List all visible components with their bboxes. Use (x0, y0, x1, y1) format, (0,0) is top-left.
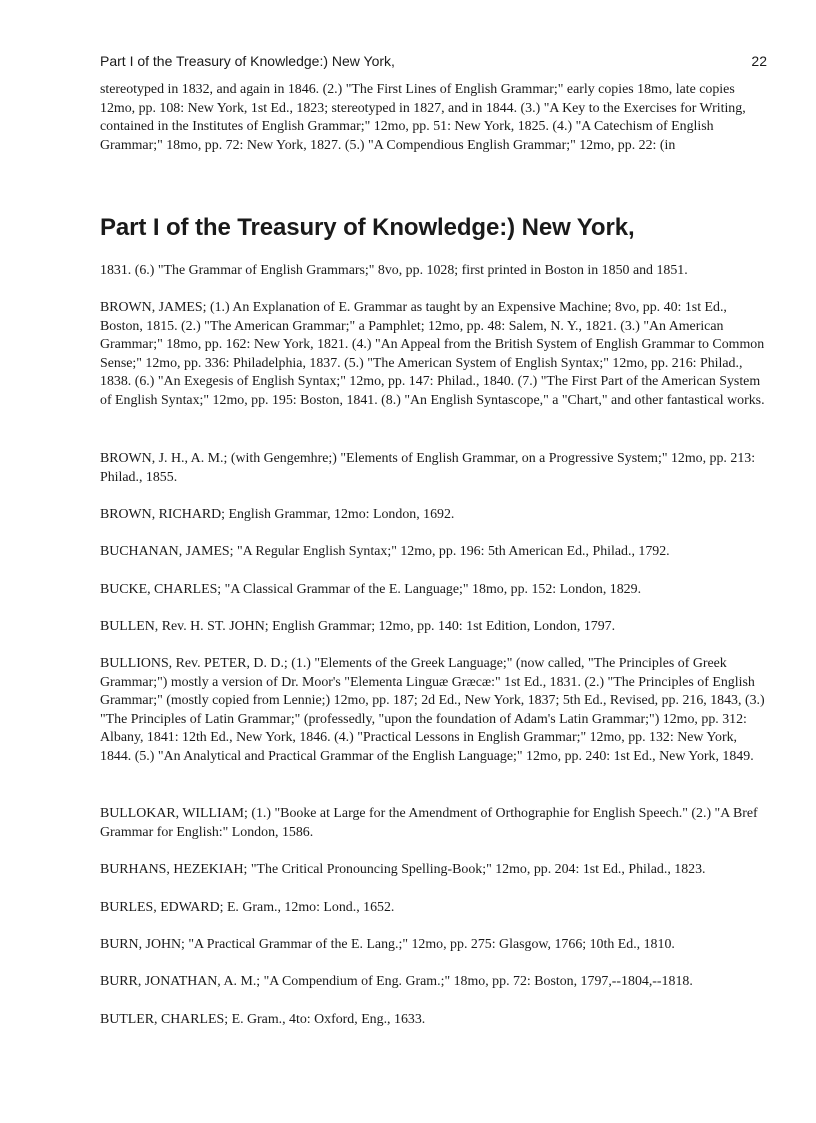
page-number: 22 (751, 53, 767, 69)
entry-continuation: 1831. (6.) "The Grammar of English Grammars;" 8vo, pp. 1028; first printed in Boston in 1850 and 1851. (100, 263, 688, 278)
entry-bullokar: BULLOKAR, WILLIAM; (1.) "Booke at Large for the Amendment of Orthographie for English Speech." (2.) "A Bref Grammar for English:" London, 1586. (100, 806, 758, 840)
entry-bucke-charles: BUCKE, CHARLES; "A Classical Grammar of the E. Language;" 18mo, pp. 152: London, 1829. (100, 582, 642, 597)
header-title: Part I of the Treasury of Knowledge:) New York, (100, 53, 395, 69)
entry-butler-charles: BUTLER, CHARLES; E. Gram., 4to: Oxford, Eng., 1633. (100, 1012, 426, 1027)
entry-bullen: BULLEN, Rev. H. ST. JOHN; English Grammar; 12mo, pp. 140: 1st Edition, London, 1797. (100, 619, 616, 634)
running-header (100, 52, 767, 70)
entry-brown-james: BROWN, JAMES; (1.) An Explanation of E. Grammar as taught by an Expensive Machine; 8vo, pp. 40: 1st Ed., Boston, 1815. (2.) "The American Grammar;" a Pamphlet; 12mo, pp. 48: Salem, N. Y., 1821. (3.) "An American Grammar;" 18mo, pp. 162: New York, 1821. (4.) "An Appeal from the British System of English Grammar to Common Sense;" 12mo, pp. 336: Philadelphia, 1837. (5.) "The American System of English Syntax;" 12mo, pp. 216: Philad., 1838. (6.) "An Exegesis of English Syntax;" 12mo, pp. 147: Philad., 1840. (7.) "The First Part of the American System of English Syntax;" 12mo, pp. 195: Boston, 1841. (8.) "An English Syntascope," a "Chart," and other fantastical works. (100, 300, 765, 408)
entry-brown-jh: BROWN, J. H., A. M.; (with Gengemhre;) "Elements of English Grammar, on a Progressive System;" 12mo, pp. 213: Philad., 1855. (100, 451, 756, 485)
entry-burles: BURLES, EDWARD; E. Gram., 12mo: Lond., 1652. (100, 900, 395, 915)
entry-burhans: BURHANS, HEZEKIAH; "The Critical Pronouncing Spelling-Book;" 12mo, pp. 204: 1st Ed., Philad., 1823. (100, 862, 706, 877)
entry-bullions: BULLIONS, Rev. PETER, D. D.; (1.) "Elements of the Greek Language;" (now called, "The Principles of Greek Grammar;") mostly a version of Dr. Moor's "Elementa Linguæ Græcæ:" 1st Ed., 1831. (2.) "The Principles of English Grammar;" (mostly copied from Lennie;) 12mo, pp. 187; 2d Ed., New York, 1837; 5th Ed., Revised, pp. 216, 1843, (3.) "The Principles of Latin Grammar;" (professedly, "upon the foundation of Adam's Latin Grammar;") 12mo, pp. 312: Albany, 1841: 12th Ed., New York, 1846. (4.) "Practical Lessons in English Grammar;" 12mo, pp. 132: New York, 1844. (5.) "An Analytical and Practical Grammar of the English Language;" 12mo, pp. 240: 1st Ed., New York, 1849. (100, 656, 765, 764)
entry-brown-richard: BROWN, RICHARD; English Grammar, 12mo: London, 1692. (100, 507, 455, 522)
entry-burn-john: BURN, JOHN; "A Practical Grammar of the E. Lang.;" 12mo, pp. 275: Glasgow, 1766; 10th Ed., 1810. (100, 937, 675, 952)
section-heading: Part I of the Treasury of Knowledge:) New York, (100, 214, 635, 241)
entry-burr-jonathan: BURR, JONATHAN, A. M.; "A Compendium of Eng. Gram.;" 18mo, pp. 72: Boston, 1797,--1804,--1818. (100, 974, 693, 989)
intro-paragraph: stereotyped in 1832, and again in 1846. (2.) "The First Lines of English Grammar;" early copies 18mo, late copies 12mo, pp. 108: New York, 1st Ed., 1823; stereotyped in 1827, and in 1844. (3.) "A Key to the Exercises for Writing, contained in the Institutes of English Grammar;" 12mo, pp. 51: New York, 1825. (4.) "A Catechism of English Grammar;" 18mo, pp. 72: New York, 1827. (5.) "A Compendious English Grammar;" 12mo, pp. 22: (in (100, 82, 746, 153)
entry-buchanan-james: BUCHANAN, JAMES; "A Regular English Syntax;" 12mo, pp. 196: 5th American Ed., Philad., 1792. (100, 544, 670, 559)
